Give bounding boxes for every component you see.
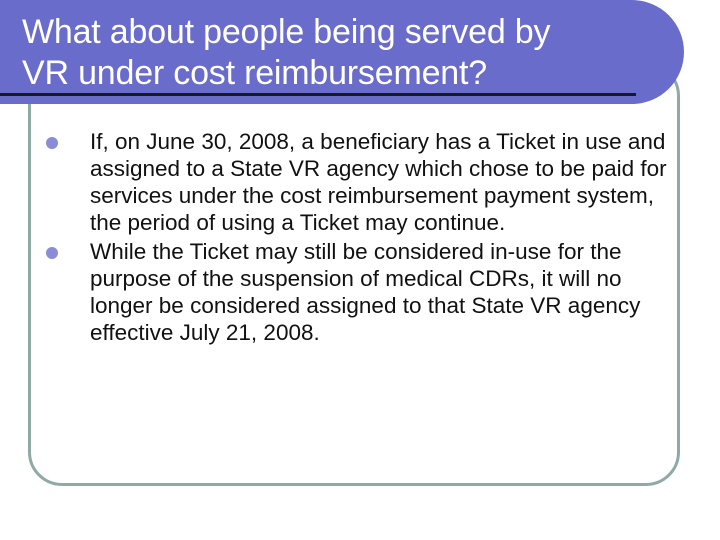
slide-title-line-2: VR under cost reimbursement? bbox=[22, 54, 487, 92]
bullet-text-1: If, on June 30, 2008, a beneficiary has a Ticket in use and assigned to a State VR agency which chose to be paid for services under the cost reimbursement payment system, the period of using a Ticket may continue. bbox=[90, 129, 667, 235]
bullet-icon bbox=[46, 247, 58, 259]
bullet-text-2: While the Ticket may still be considered in-use for the purpose of the suspension of medical CDRs, it will no longer be considered assigned to that State VR agency effective July 21, 2008. bbox=[90, 239, 641, 345]
bullet-item-2 bbox=[68, 238, 678, 346]
bullet-icon bbox=[46, 137, 58, 149]
bullet-item-1 bbox=[68, 128, 678, 236]
slide-title-line-1: What about people being served by bbox=[22, 13, 551, 51]
bullet-list bbox=[68, 128, 678, 348]
slide-title bbox=[22, 12, 642, 94]
